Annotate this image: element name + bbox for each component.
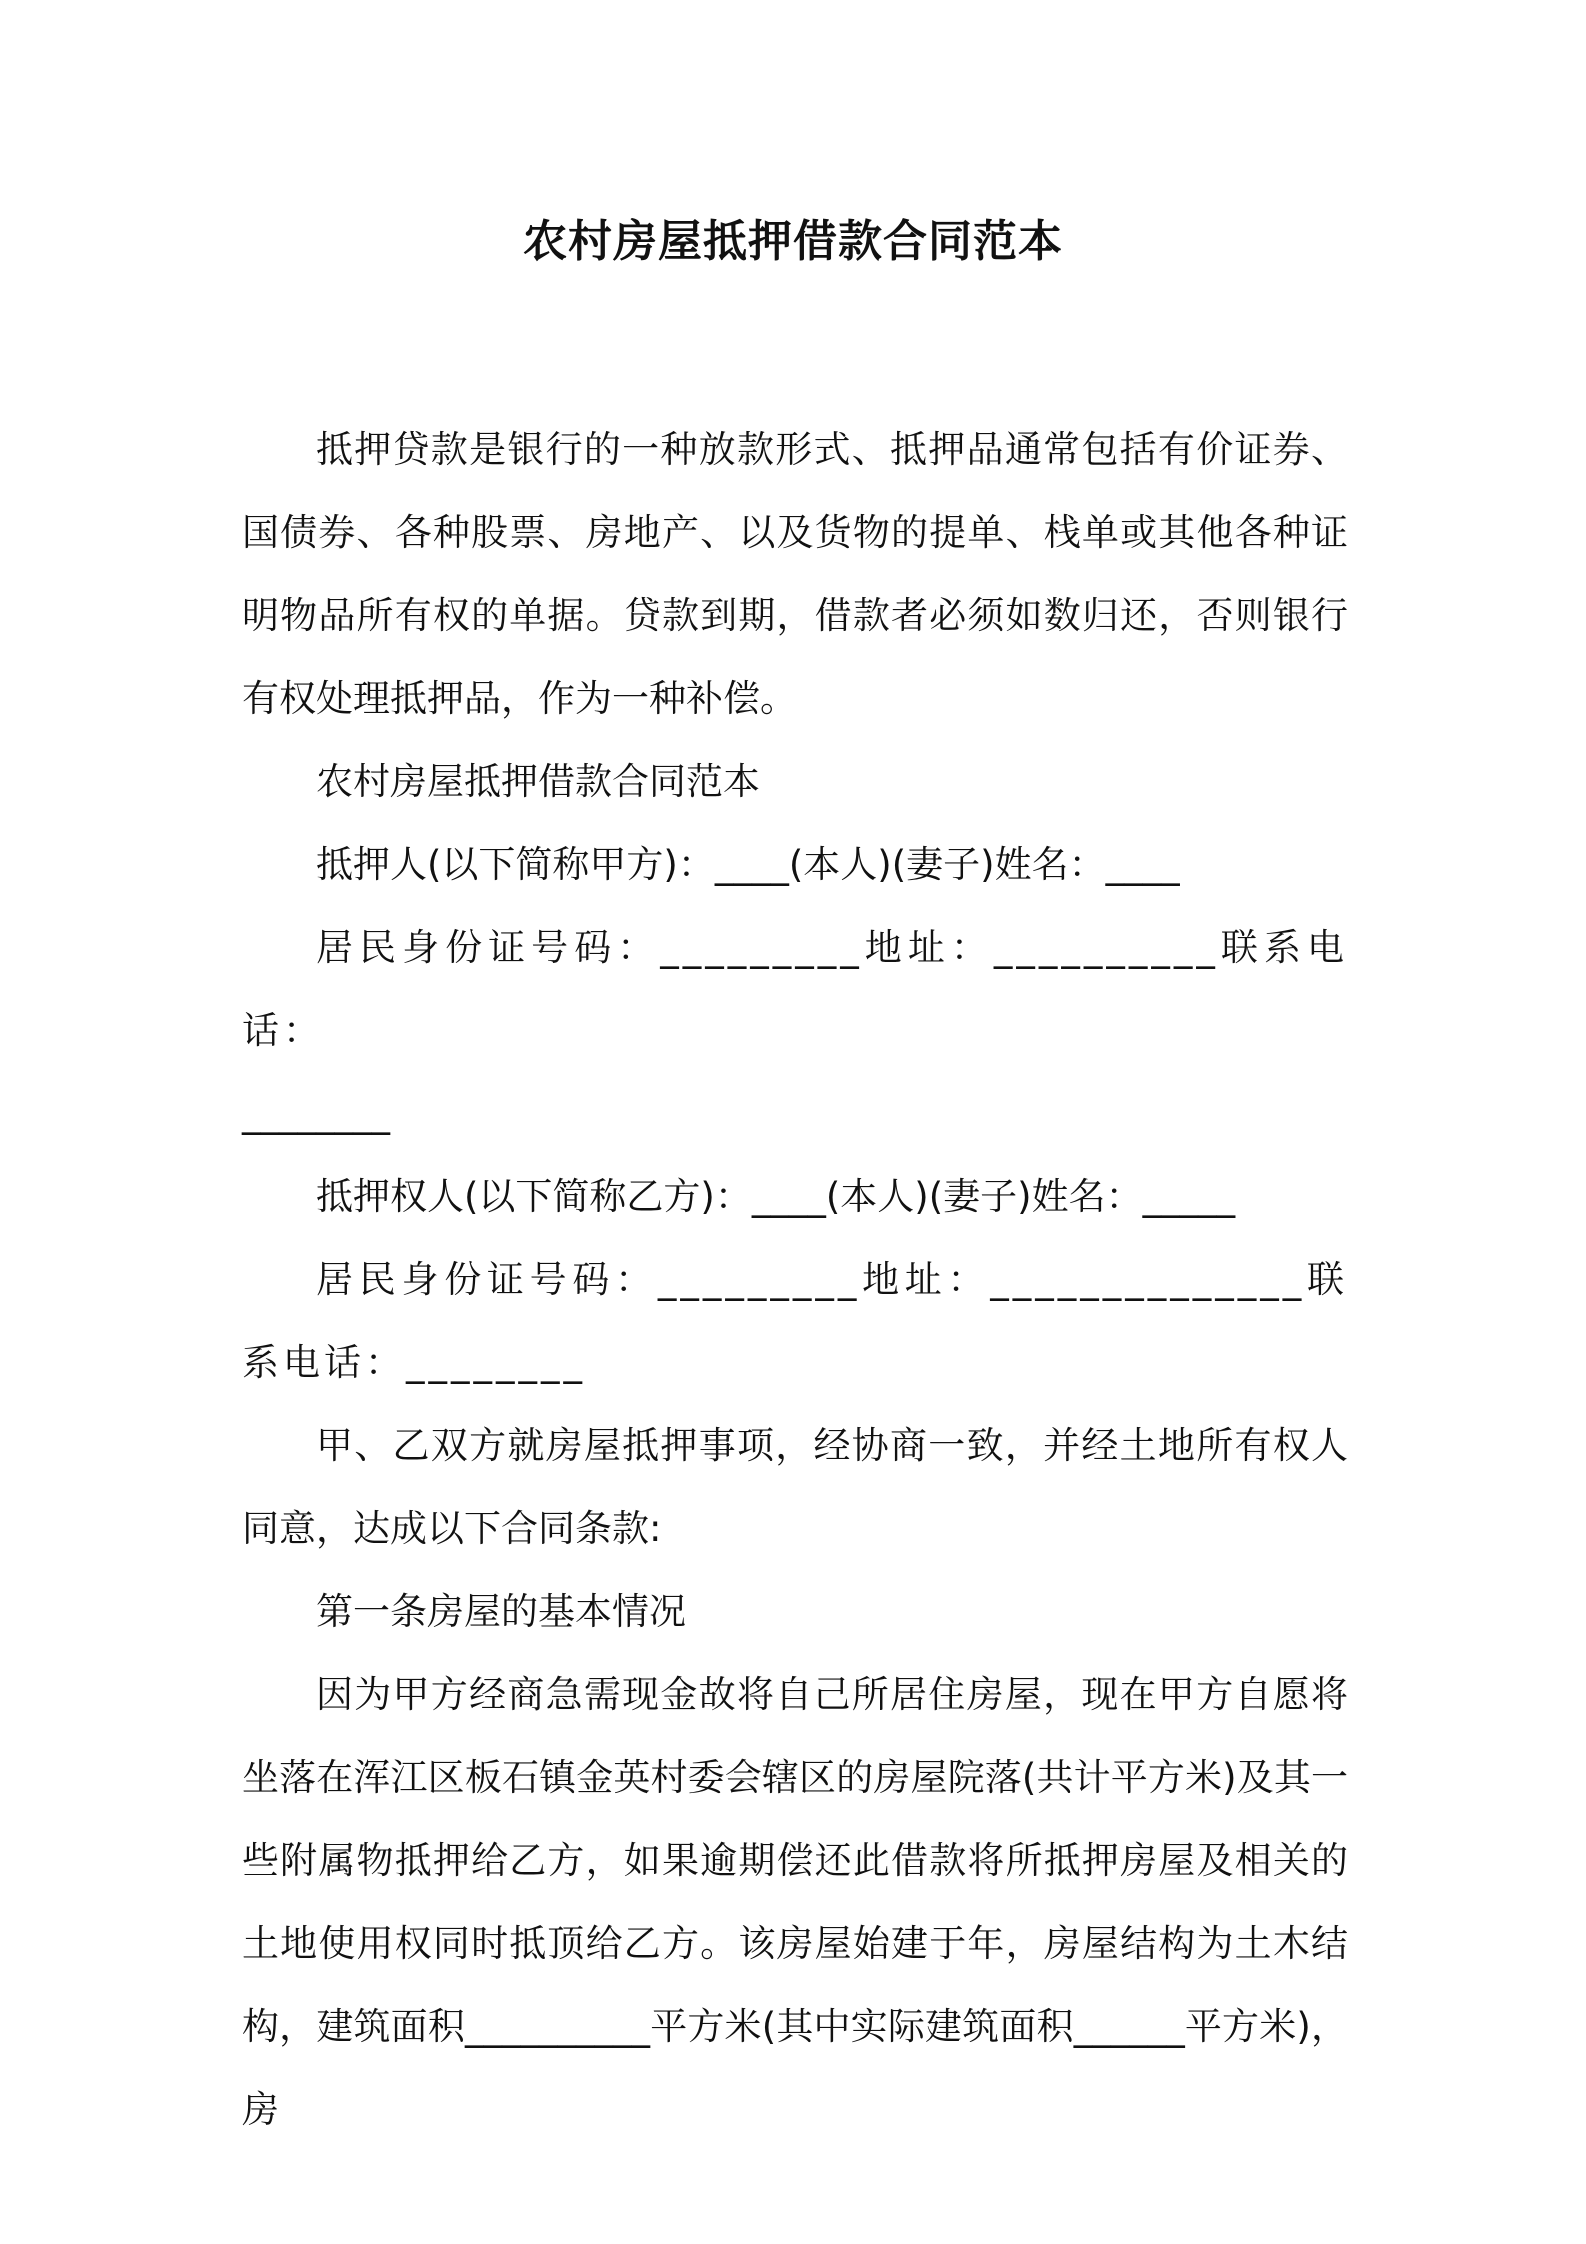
article-one-paragraph: 因为甲方经商急需现金故将自己所居住房屋，现在甲方自愿将坐落在浑江区板石镇金英村委会辖区的房屋院落(共计平方米)及其一些附属物抵押给乙方，如果逾期偿还此借款将所抵押房屋及相关的土地使用权同时抵顶给乙方。该房屋始建于年，房屋结构为土木结构，建筑面积__________平方米(其中实际建筑面积______平方米)，房 (242, 1673, 1348, 2131)
mortgagee-id-line: 居民身份证号码：_________地址：______________联系电话：________ (242, 1258, 1348, 1384)
document-body (242, 408, 1348, 2151)
mortgagee-line: 抵押权人(以下简称乙方)：____(本人)(妻子)姓名：_____ (316, 1175, 1236, 1218)
intro-paragraph: 抵押贷款是银行的一种放款形式、抵押品通常包括有价证券、国债券、各种股票、房地产、以及货物的提单、栈单或其他各种证明物品所有权的单据。贷款到期，借款者必须如数归还，否则银行有权处理抵押品，作为一种补偿。 (242, 428, 1348, 720)
agreement-paragraph: 甲、乙双方就房屋抵押事项，经协商一致，并经土地所有权人同意，达成以下合同条款: (242, 1424, 1348, 1550)
document-title: 农村房屋抵押借款合同范本 (523, 216, 1063, 267)
article-one-heading: 第一条房屋的基本情况 (316, 1590, 686, 1633)
mortgagor-line: 抵押人(以下简称甲方)：____(本人)(妻子)姓名：____ (316, 843, 1180, 886)
mortgagor-phone-blank: ________ (242, 1092, 390, 1135)
mortgagor-id-line: 居民身份证号码：_________地址：__________联系电话： (242, 926, 1348, 1052)
contract-subtitle: 农村房屋抵押借款合同范本 (316, 760, 760, 803)
